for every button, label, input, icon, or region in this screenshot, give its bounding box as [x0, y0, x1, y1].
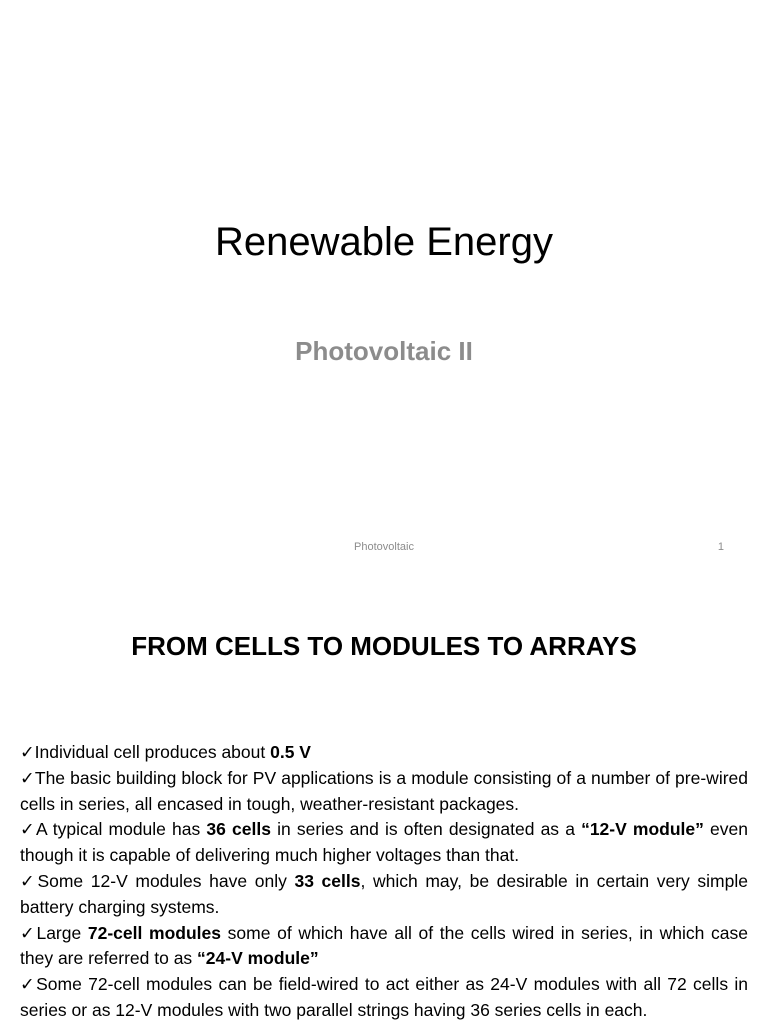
slide-footer-label: Photovoltaic — [354, 541, 414, 553]
bullet-emphasis: 72-cell modules — [87, 922, 221, 943]
bullet-text: Some 12-V modules have only — [37, 870, 295, 891]
bullet-list — [20, 740, 748, 1024]
bullet-text: A typical module has — [35, 819, 207, 840]
bullet-text: , which may, be desirable in certain very simple battery charging systems. — [20, 870, 748, 917]
slide-subtitle: Photovoltaic II — [295, 336, 473, 366]
bullet-text: The basic building block for PV applications is a module consisting of a number of pre-wired cells in series, all encased in tough, weather-resistant packages. — [20, 767, 748, 814]
bullet-emphasis: 33 cells — [294, 870, 361, 891]
bullet-item — [20, 869, 748, 921]
bullet-emphasis: “24-V module” — [197, 948, 319, 969]
bullet-text: Individual cell produces about — [34, 742, 271, 762]
slide-title: Renewable Energy — [215, 220, 553, 264]
bullet-item — [20, 740, 748, 766]
checkmark-icon: ✓ — [20, 870, 38, 891]
bullet-text: in series and is often designated as a — [270, 819, 582, 840]
checkmark-icon: ✓ — [20, 819, 36, 840]
content-slide — [0, 576, 768, 1024]
checkmark-icon: ✓ — [20, 974, 37, 995]
checkmark-icon: ✓ — [20, 767, 35, 788]
bullet-text: Large — [36, 922, 88, 943]
checkmark-icon: ✓ — [20, 922, 37, 943]
bullet-emphasis: 36 cells — [206, 819, 271, 840]
checkmark-icon: ✓ — [20, 742, 35, 762]
bullet-emphasis: “12-V module” — [581, 819, 704, 840]
bullet-item — [20, 766, 748, 818]
bullet-item — [20, 972, 748, 1024]
bullet-text: some of which have all of the cells wired in series, in which case they are referred to as — [20, 922, 748, 969]
bullet-emphasis: 0.5 V — [270, 742, 311, 762]
content-heading: FROM CELLS TO MODULES TO ARRAYS — [131, 631, 637, 661]
bullet-text: even though it is capable of delivering much higher voltages than that. — [20, 819, 748, 866]
bullet-item — [20, 817, 748, 869]
bullet-item — [20, 921, 748, 973]
bullet-text: Some 72-cell modules can be field-wired to act either as 24-V modules with all 72 cells in series or as 12-V modules with two parallel strings having 36 series cells in each. — [20, 974, 749, 1020]
slide-page-number: 1 — [717, 541, 724, 553]
